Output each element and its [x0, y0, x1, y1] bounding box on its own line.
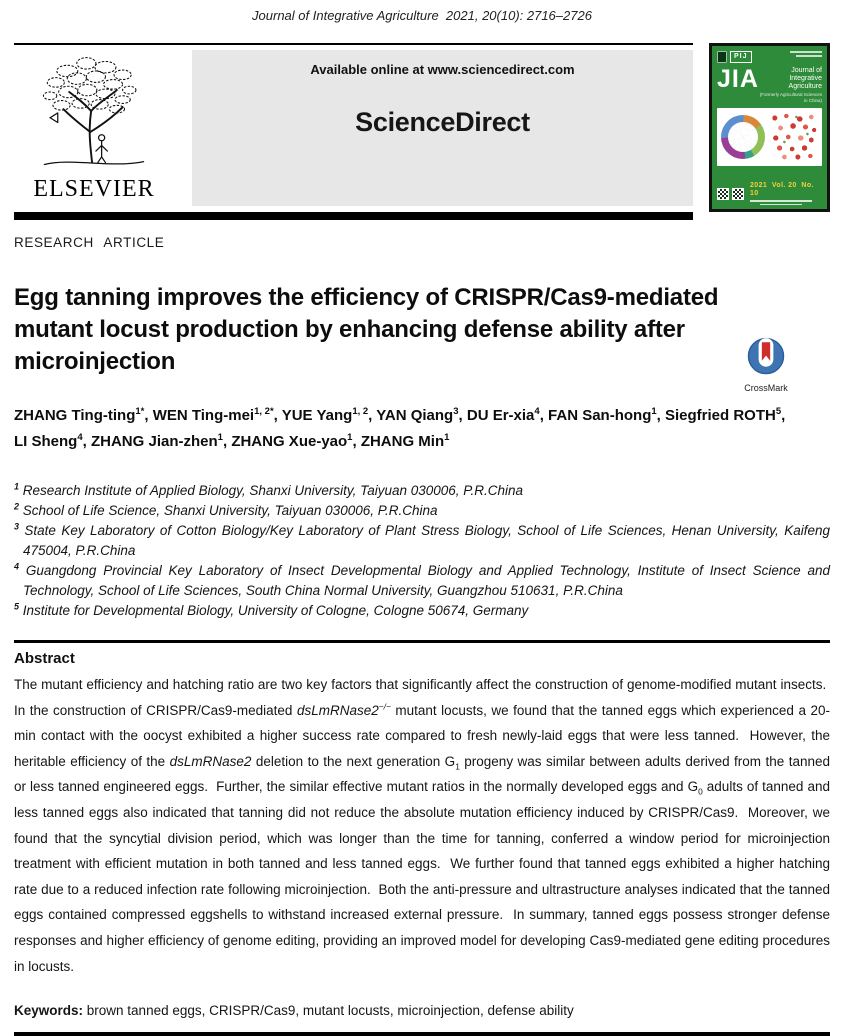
affiliation: $^2$ School of Life Science, Shanxi University, Taiyuan 030006, P.R.China [14, 501, 438, 518]
cover-url-fineprint [750, 200, 822, 205]
keywords-text: brown tanned eggs, CRISPR/Cas9, mutant locusts, microinjection, defense ability [83, 1003, 574, 1019]
author-list: ZHANG Ting-ting$^{1*}$, WEN Ting-mei$^{1, 2*}$, YUE Yang$^{1, 2}$, YAN Qiang$^3$, DU Er-xia$^4$, FAN San-hong$^1$, Siegfried ROTH$^5$, LI Sheng$^4$, ZHANG Jian-zhen$^1$, ZHANG Xue-yao$^1$, ZHANG Min$^1$ [14, 406, 786, 450]
sciencedirect-logo[interactable]: ScienceDirect [355, 107, 530, 137]
cover-journal-name [759, 67, 822, 104]
author: LI Sheng$^4$ [14, 432, 83, 450]
article-title: Egg tanning improves the efficiency of CRISPR/Cas9-mediated mutant locust production by enhancing defense ability after microinjection [14, 284, 719, 375]
author: YAN Qiang$^3$ [376, 406, 459, 424]
affiliation: $^3$ State Key Laboratory of Cotton Biology/Key Laboratory of Plant Stress Biology, School of Life Sciences, Henan University, Kaifeng 475004, P.R.China [14, 521, 830, 558]
banner-main [14, 43, 693, 220]
phylogeny-donut-chart [721, 115, 765, 159]
abstract-top-rule [14, 640, 830, 643]
cover-title-row [717, 67, 822, 104]
affiliation: $^4$ Guangdong Provincial Key Laboratory of Insect Developmental Biology and Applied Technology, Institute of Insect Science and Technology, School of Life Sciences, South China Normal University, Guangzhou 510631, P.R.China [14, 561, 830, 598]
sciencedirect-box [192, 50, 693, 206]
cover-illustration-panel [717, 108, 822, 166]
cover-journal-name-line2: Integrative Agriculture [788, 75, 822, 90]
cover-journal-subtitle: (Formerly Agricultural Sciences in China) [759, 92, 822, 103]
author: WEN Ting-mei$^{1, 2*}$ [152, 406, 274, 424]
qr-code-icon [717, 188, 729, 200]
issn-fineprint [790, 51, 822, 57]
affiliation-list [14, 481, 830, 621]
jia-wordmark: JIA [717, 65, 759, 93]
crossmark-badge[interactable] [738, 336, 794, 393]
page-bottom-rule [14, 1032, 830, 1036]
author: DU Er-xia$^4$ [466, 406, 540, 424]
cover-issue-block [750, 182, 822, 205]
elsevier-logo[interactable] [14, 50, 174, 206]
abstract-heading: Abstract [14, 650, 75, 667]
author: ZHANG Xue-yao$^1$ [231, 432, 353, 450]
publisher-seal-icon [717, 51, 727, 63]
cover-top-row [717, 51, 822, 63]
banner-row [14, 50, 693, 206]
available-online-link[interactable]: Available online at www.sciencedirect.com [310, 62, 575, 77]
article-type-label: RESEARCH ARTICLE [14, 235, 165, 250]
author: ZHANG Jian-zhen$^1$ [90, 432, 223, 450]
strawberries-image [770, 112, 818, 162]
header-banner [14, 43, 830, 220]
crossmark-label: CrossMark [744, 383, 788, 393]
elsevier-wordmark: ELSEVIER [33, 176, 155, 202]
banner-divider-bar [14, 212, 693, 220]
keywords-line [14, 1002, 830, 1020]
author: YUE Yang$^{1, 2}$ [281, 406, 369, 424]
abstract-text: The mutant efficiency and hatching ratio are two key factors that significantly affect the construction of genome-modified mutant insects. In the construction of CRISPR/Cas9-mediated dsLmRNase2−/− mutant locusts, we found that the tanned eggs which experienced a 20-min contact with the oocyst exhibited a higher success rate compared to fresh newly-laid eggs that were less tanned. However, the heritable efficiency of the dsLmRNase2 deletion to the next generation $G_1$ progeny was similar between adults derived from the tanned or less tanned engineered eggs. Further, the similar effective mutant ratios in the normally developed eggs and $G_0$ adults of tanned and less tanned eggs also indicated that tanning did not reduce the absolute mutation efficiency induced by CRISPR/Cas9. Moreover, we found that the syncytial division period, which was longer than the time for tanning, conferred a window period for microinjection treatment with efficient mutation in both tanned and less tanned eggs. We further found that tanned eggs exhibited a higher hatching rate due to a reduced infection rate following microinjection. Both the anti-pressure and ultrastructure analyses indicated that the tanned eggs contained compressed eggshells to withstand increased external pressure. In summary, tanned eggs possess stronger defense responses and higher efficiency of genome editing, providing an improved model for developing Cas9-mediated gene editing procedures in locusts. [14, 677, 831, 974]
author: Siegfried ROTH$^5$ [665, 406, 782, 424]
author: ZHANG Ting-ting$^{1*}$ [14, 406, 145, 424]
author: FAN San-hong$^1$ [548, 406, 657, 424]
author: ZHANG Min$^1$ [360, 432, 450, 450]
qr-code-icon [732, 188, 744, 200]
journal-header-line: Journal of Integrative Agriculture 2021, 20(10): 2716–2726 [252, 8, 592, 23]
cover-journal-name-line1: Journal of [791, 67, 822, 74]
pij-logo: PIJ [730, 51, 752, 63]
keywords-label: Keywords: [14, 1003, 84, 1019]
affiliation: $^1$ Research Institute of Applied Biology, Shanxi University, Taiyuan 030006, P.R.China [14, 481, 524, 498]
cover-issue-line: 2021 Vol. 20 No. 10 [750, 182, 814, 197]
elsevier-tree-icon [31, 50, 157, 174]
affiliation: $^5$ Institute for Developmental Biology, University of Cologne, Cologne 50674, Germany [14, 601, 529, 618]
crossmark-icon [742, 336, 790, 378]
title-block [14, 282, 830, 393]
cover-bottom-row [717, 182, 822, 205]
journal-cover-thumbnail[interactable] [709, 43, 830, 212]
